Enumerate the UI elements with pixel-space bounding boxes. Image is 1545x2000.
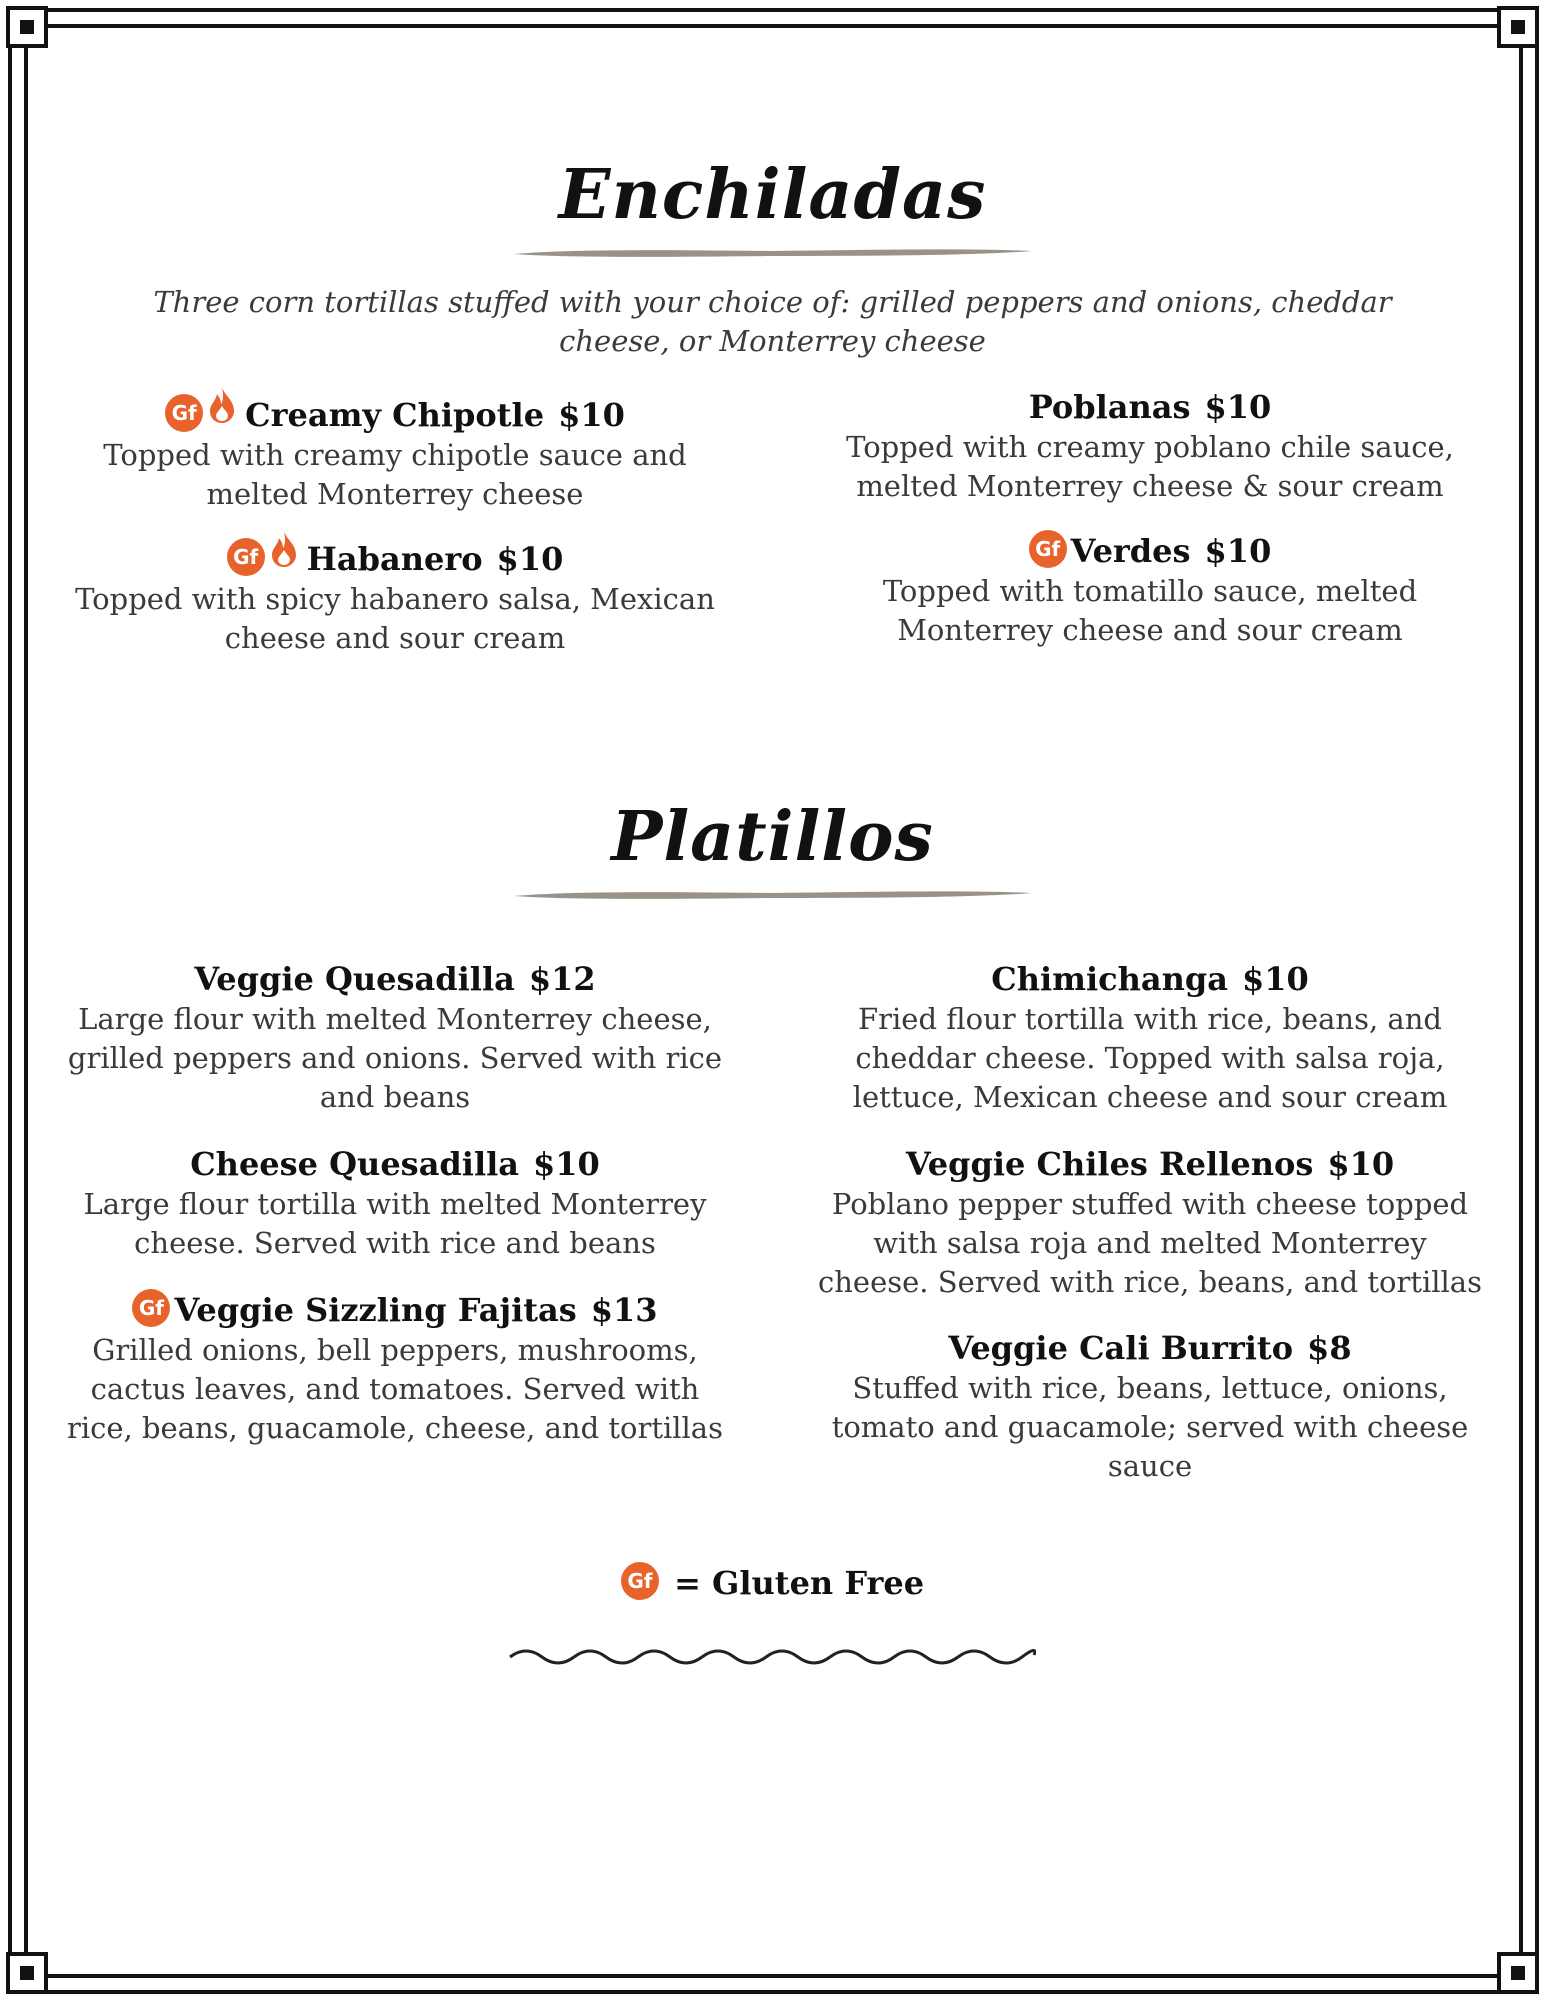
gluten-free-icon: Gf <box>227 538 265 576</box>
menu-item-cheese-quesadilla <box>60 1143 730 1263</box>
item-name: Veggie Quesadilla <box>194 960 515 998</box>
item-price: $8 <box>1307 1329 1352 1367</box>
item-description: Large flour with melted Monterrey cheese, grilled peppers and onions. Served with rice and beans <box>67 1002 723 1114</box>
menu-item-veggie-sizzling-fajitas <box>60 1289 730 1448</box>
gluten-free-icon: Gf <box>165 394 203 432</box>
item-name: Veggie Chiles Rellenos <box>905 1145 1314 1183</box>
flame-icon <box>207 386 237 424</box>
corner-ornament-top-left <box>6 6 48 48</box>
item-name: Cheese Quesadilla <box>190 1145 519 1183</box>
item-price: $10 <box>533 1145 600 1183</box>
menu-item-veggie-cali-burrito <box>815 1327 1485 1486</box>
menu-item-poblanas <box>815 386 1485 506</box>
wave-divider <box>508 1645 1036 1669</box>
item-description: Stuffed with rice, beans, lettuce, onions, tomato and guacamole; served with cheese sauce <box>831 1371 1469 1483</box>
item-name: Chimichanga <box>991 960 1228 998</box>
item-description: Grilled onions, bell peppers, mushrooms, cactus leaves, and tomatoes. Served with rice, beans, guacamole, cheese, and tortillas <box>67 1333 723 1445</box>
menu-item-chimichanga <box>815 958 1485 1117</box>
item-price: $10 <box>1241 960 1309 998</box>
item-price: $13 <box>590 1291 658 1329</box>
item-description: Topped with tomatillo sauce, melted Monterrey cheese and sour cream <box>882 574 1418 647</box>
item-description: Topped with spicy habanero salsa, Mexican cheese and sour cream <box>75 582 715 655</box>
menu-item-habanero <box>60 530 730 658</box>
flame-icon <box>269 530 299 568</box>
item-price: $10 <box>1327 1145 1395 1183</box>
item-price: $10 <box>1204 532 1272 570</box>
item-name: Verdes <box>1070 532 1191 570</box>
menu-item-creamy-chipotle <box>60 386 730 514</box>
item-name: Veggie Cali Burrito <box>948 1329 1294 1367</box>
item-description: Fried flour tortilla with rice, beans, and cheddar cheese. Topped with salsa roja, lettuce, Mexican cheese and sour cream <box>852 1002 1448 1114</box>
gluten-free-icon: Gf <box>621 1562 659 1600</box>
item-name: Poblanas <box>1028 388 1191 426</box>
menu-item-veggie-quesadilla <box>60 958 730 1117</box>
section-title-platillos: Platillos <box>611 797 934 877</box>
item-price: $12 <box>528 960 596 998</box>
corner-ornament-bottom-right <box>1497 1952 1539 1994</box>
item-name: Veggie Sizzling Fajitas <box>174 1291 577 1329</box>
item-description: Topped with creamy chipotle sauce and melted Monterrey cheese <box>103 438 687 511</box>
item-price: $10 <box>496 540 564 578</box>
legend-text: = Gluten Free <box>674 1564 925 1602</box>
gluten-free-legend <box>0 1562 1545 1604</box>
item-description: Poblano pepper stuffed with cheese topped with salsa roja and melted Monterrey cheese. Served with rice, beans, and tortillas <box>818 1187 1482 1299</box>
item-name: Habanero <box>306 540 483 578</box>
item-name: Creamy Chipotle <box>245 396 545 434</box>
corner-ornament-bottom-left <box>6 1952 48 1994</box>
item-description: Topped with creamy poblano chile sauce, melted Monterrey cheese & sour cream <box>846 430 1454 503</box>
enchiladas-intro: Three corn tortillas stuffed with your choice of: grilled peppers and onions, cheddar cheese, or Monterrey cheese <box>153 285 1392 358</box>
brush-divider <box>512 888 1034 902</box>
brush-divider <box>512 246 1034 260</box>
item-price: $10 <box>1204 388 1272 426</box>
item-description: Large flour tortilla with melted Monterrey cheese. Served with rice and beans <box>83 1187 707 1260</box>
gluten-free-icon: Gf <box>1029 530 1067 568</box>
item-price: $10 <box>558 396 625 434</box>
corner-ornament-top-right <box>1497 6 1539 48</box>
gluten-free-icon: Gf <box>132 1289 170 1327</box>
menu-item-verdes <box>815 530 1485 650</box>
section-title-enchiladas: Enchiladas <box>558 155 987 235</box>
menu-item-veggie-chiles-rellenos <box>815 1143 1485 1302</box>
